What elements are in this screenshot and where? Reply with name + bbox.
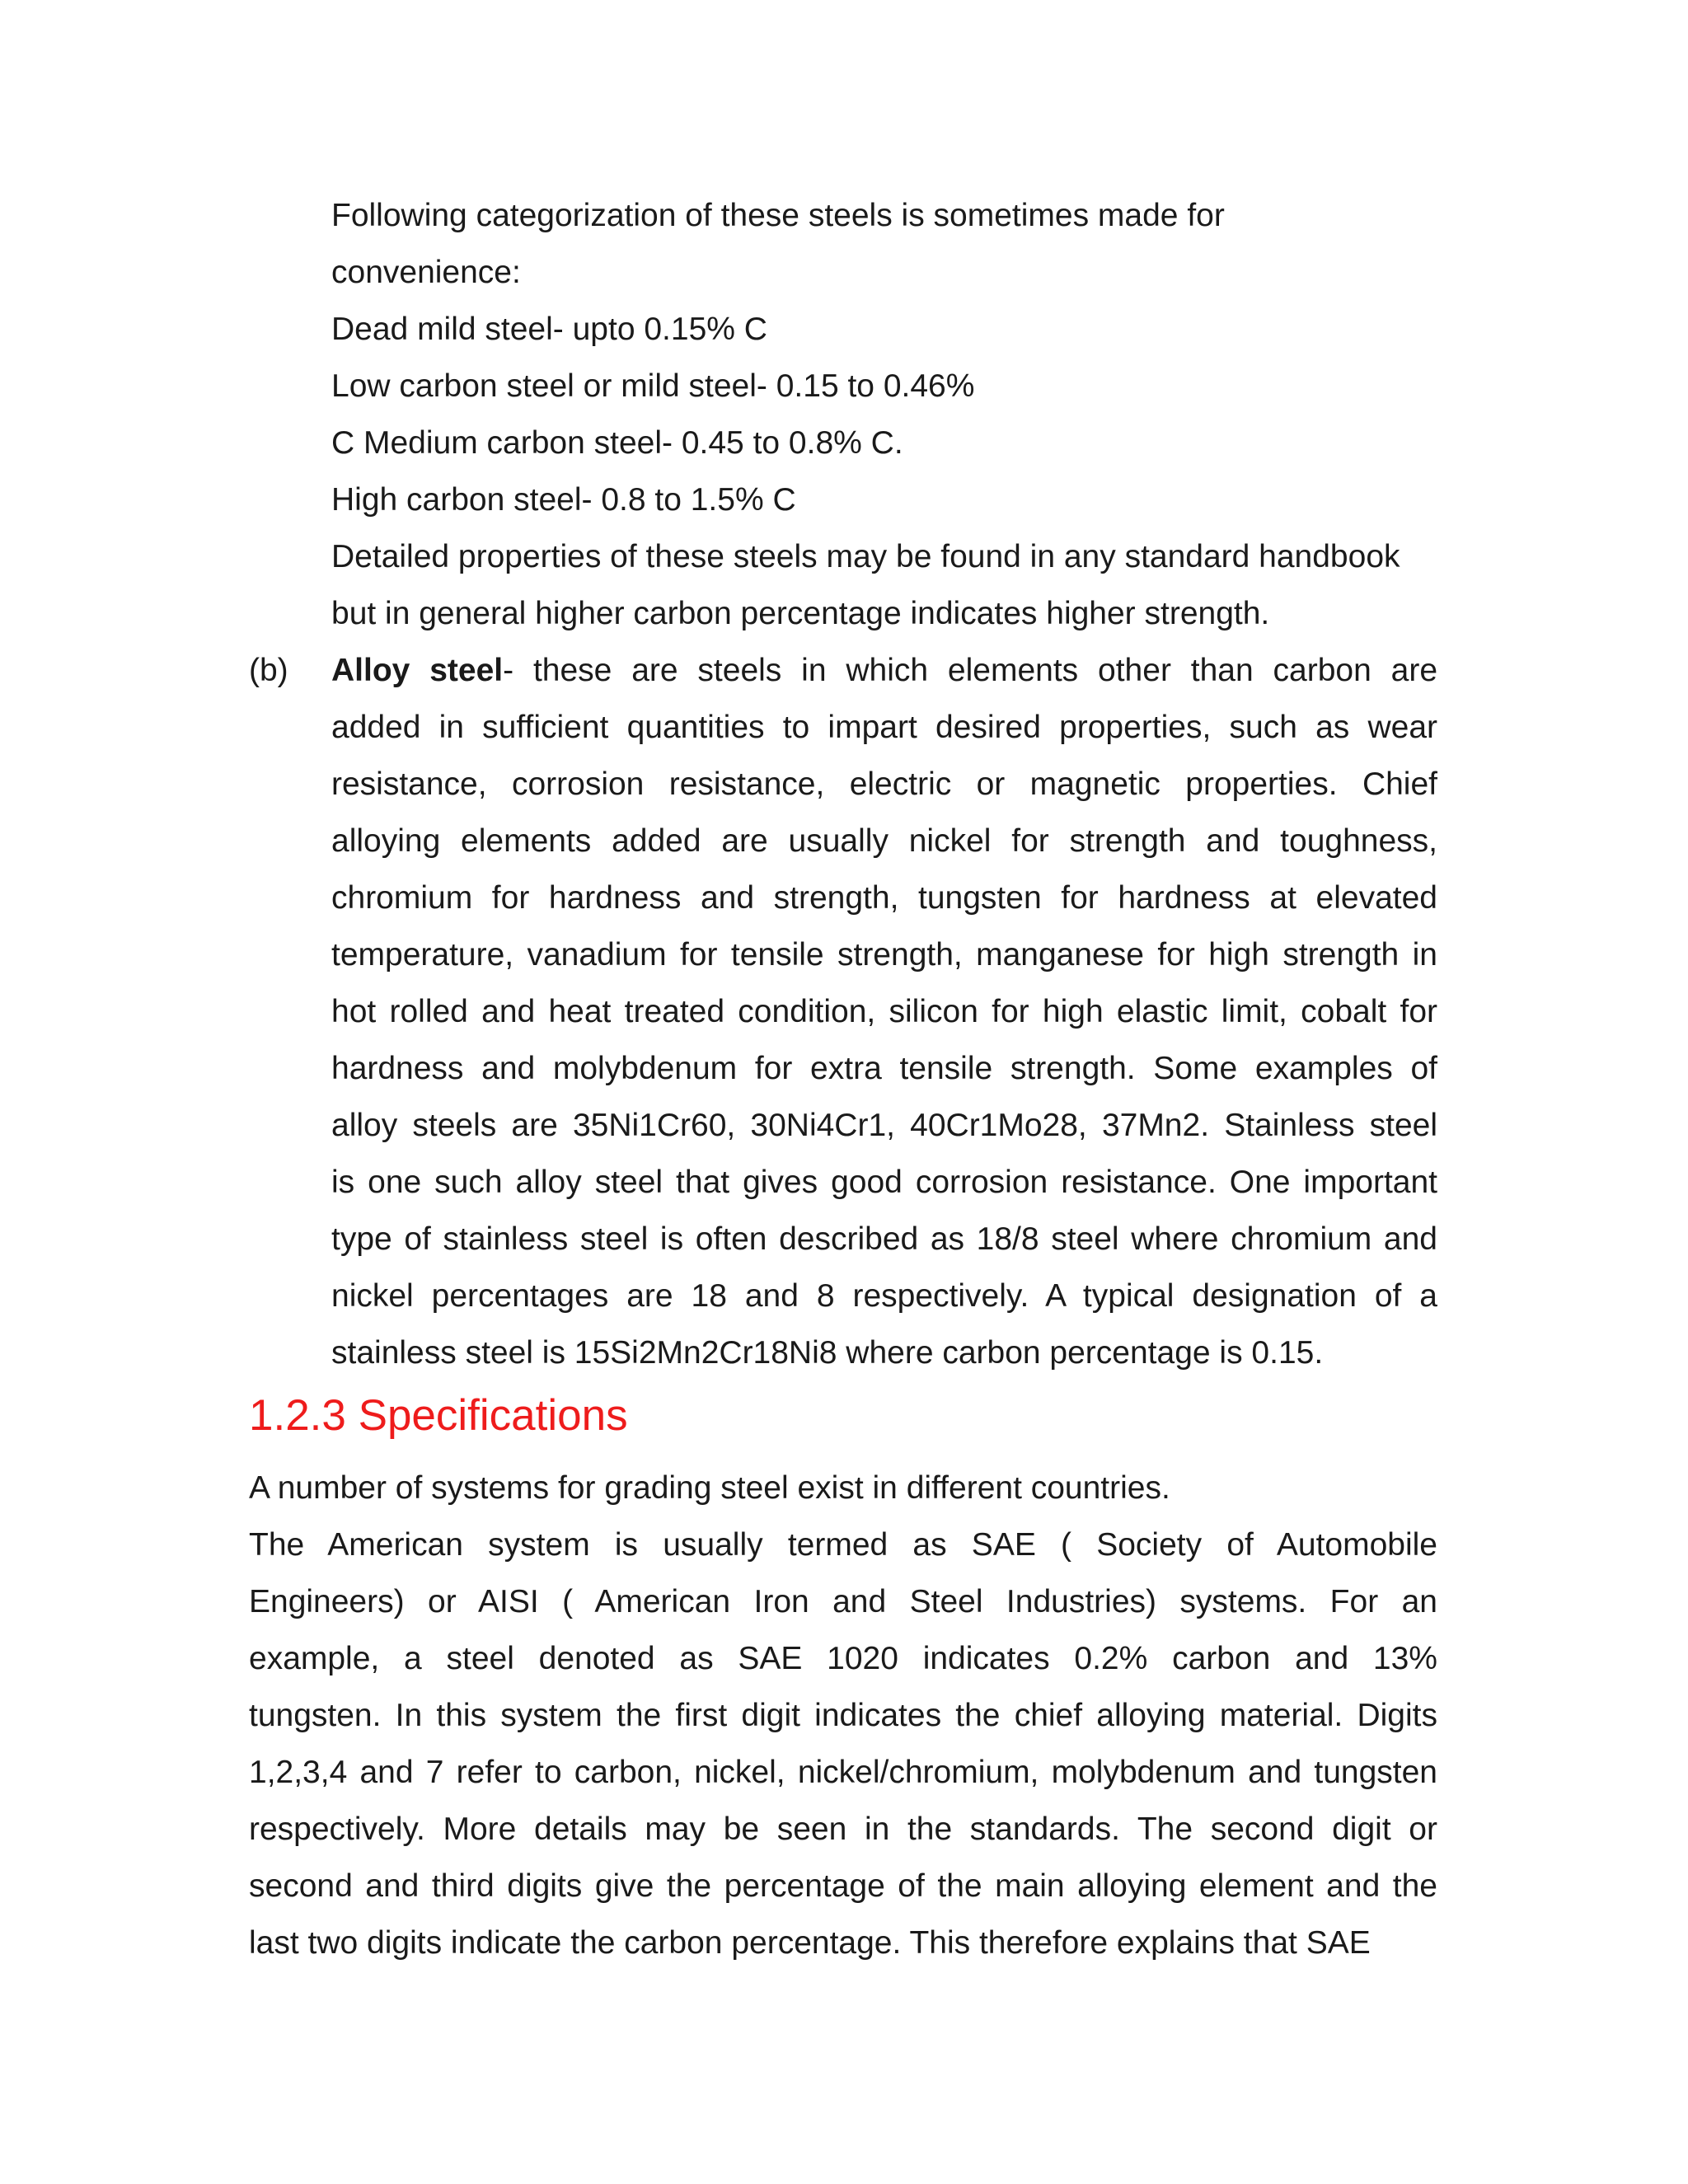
text-fragment: - these are steels in which elements other than carbon are bbox=[503, 653, 1438, 688]
text-line: Engineers) or AISI ( American Iron and Steel Industries) systems. For an bbox=[249, 1584, 1437, 1619]
text-line: temperature, vanadium for tensile strength, manganese for high strength in bbox=[331, 937, 1437, 972]
text-line: hardness and molybdenum for extra tensile strength. Some examples of bbox=[331, 1051, 1437, 1086]
category-dead-mild: Dead mild steel- upto 0.15% C bbox=[331, 312, 767, 347]
text-line: example, a steel denoted as SAE 1020 indicates 0.2% carbon and 13% bbox=[249, 1641, 1437, 1676]
text-line: second and third digits give the percentage of the main alloying element and the bbox=[249, 1868, 1437, 1904]
text-line: but in general higher carbon percentage indicates higher strength. bbox=[331, 596, 1270, 631]
text-line: last two digits indicate the carbon percentage. This therefore explains that SAE bbox=[249, 1925, 1371, 1961]
category-medium-carbon: C Medium carbon steel- 0.45 to 0.8% C. bbox=[331, 425, 903, 461]
text-line: respectively. More details may be seen in the standards. The second digit or bbox=[249, 1811, 1437, 1847]
specifications-paragraph bbox=[249, 1516, 1437, 1971]
text-line: chromium for hardness and strength, tungsten for hardness at elevated bbox=[331, 880, 1437, 916]
text-line: added in sufficient quantities to impart desired properties, such as wear bbox=[331, 710, 1437, 745]
steel-categorization-block bbox=[331, 187, 1437, 642]
alloy-steel-paragraph bbox=[331, 642, 1437, 1381]
text-line: alloy steels are 35Ni1Cr60, 30Ni4Cr1, 40Cr1Mo28, 37Mn2. Stainless steel bbox=[331, 1108, 1437, 1143]
category-high-carbon: High carbon steel- 0.8 to 1.5% C bbox=[331, 482, 796, 518]
text-line: Following categorization of these steels is sometimes made for bbox=[331, 198, 1225, 233]
text-line: convenience: bbox=[331, 255, 521, 290]
alloy-steel-term: Alloy steel bbox=[331, 653, 504, 688]
section-heading: 1.2.3 Specifications bbox=[249, 1391, 628, 1440]
text-line: alloying elements added are usually nickel for strength and toughness, bbox=[331, 823, 1437, 859]
text-line: tungsten. In this system the first digit indicates the chief alloying material. Digits bbox=[249, 1698, 1437, 1733]
text-line: nickel percentages are 18 and 8 respectively. A typical designation of a bbox=[331, 1278, 1437, 1314]
text-line: type of stainless steel is often described as 18/8 steel where chromium and bbox=[331, 1221, 1437, 1257]
list-item-label: (b) bbox=[249, 653, 288, 688]
text-line: hot rolled and heat treated condition, silicon for high elastic limit, cobalt for bbox=[331, 994, 1437, 1029]
text-line: The American system is usually termed as SAE ( Society of Automobile bbox=[249, 1527, 1437, 1563]
text-line: resistance, corrosion resistance, electric or magnetic properties. Chief bbox=[331, 766, 1437, 802]
category-low-carbon: Low carbon steel or mild steel- 0.15 to 0.46% bbox=[331, 368, 975, 404]
text-line: Detailed properties of these steels may be found in any standard handbook bbox=[331, 539, 1400, 574]
specifications-intro bbox=[249, 1460, 1437, 1516]
text-line: A number of systems for grading steel exist in different countries. bbox=[249, 1470, 1170, 1506]
text-line: is one such alloy steel that gives good corrosion resistance. One important bbox=[331, 1165, 1437, 1200]
text-line: 1,2,3,4 and 7 refer to carbon, nickel, nickel/chromium, molybdenum and tungsten bbox=[249, 1755, 1437, 1790]
text-line: stainless steel is 15Si2Mn2Cr18Ni8 where carbon percentage is 0.15. bbox=[331, 1335, 1324, 1371]
text-line bbox=[331, 642, 1437, 699]
